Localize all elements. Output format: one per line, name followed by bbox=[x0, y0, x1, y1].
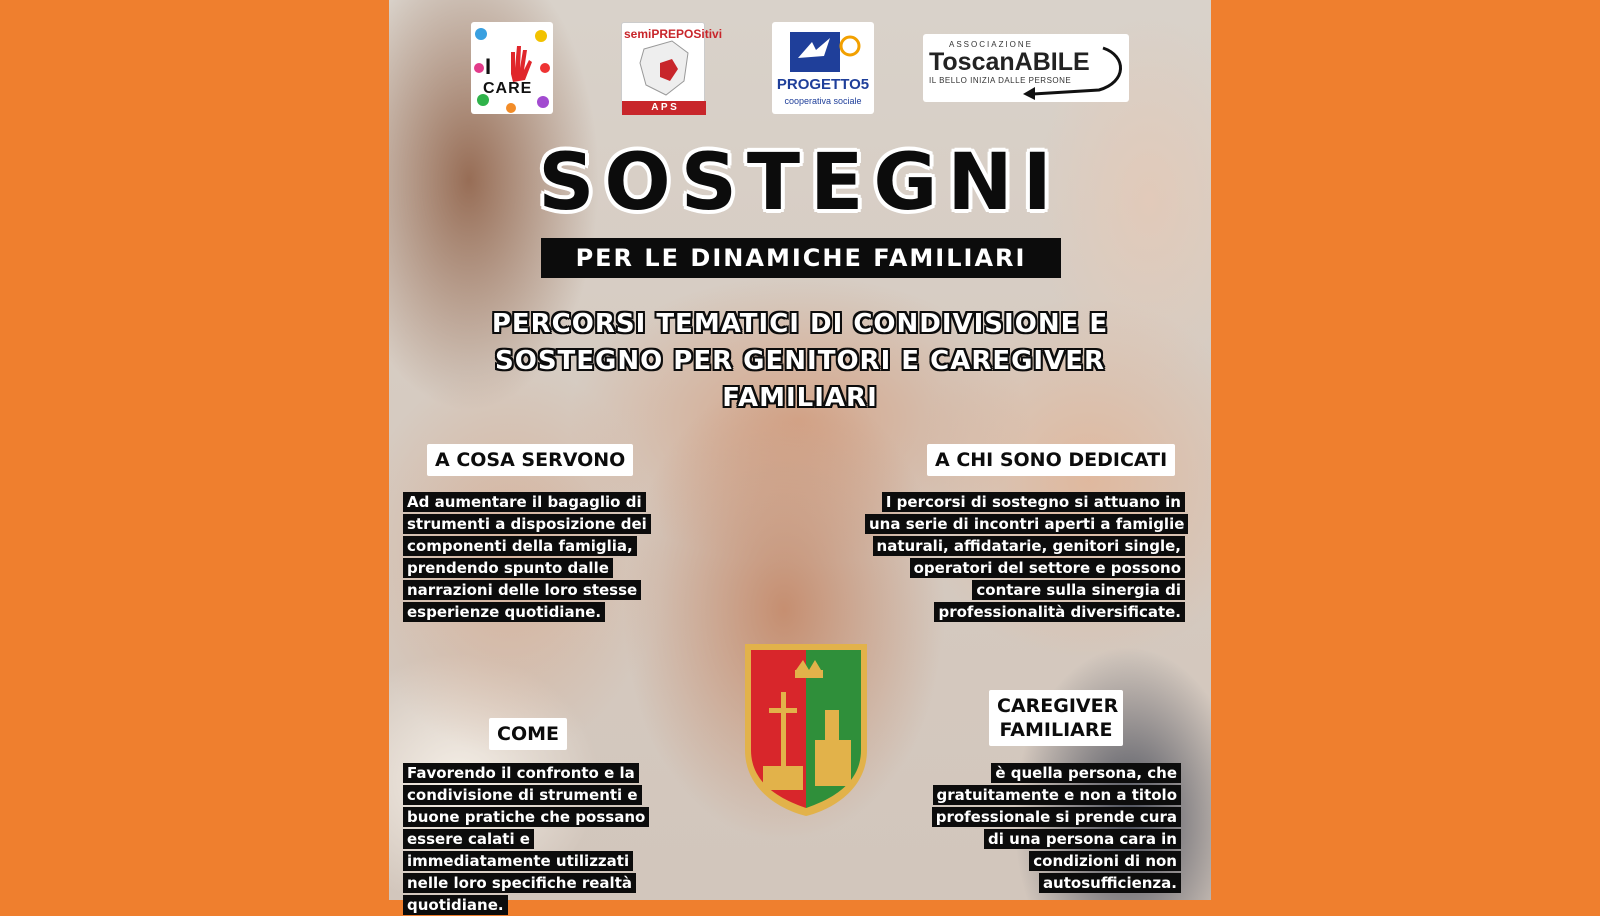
section-text-cosa-servono bbox=[403, 491, 647, 623]
red-hand-print-icon bbox=[511, 46, 532, 82]
tagline bbox=[449, 306, 1151, 417]
section-label-caregiver-line-1: CAREGIVER bbox=[997, 695, 1119, 717]
page-title: SOSTEGNI bbox=[538, 138, 1062, 228]
icare-logo bbox=[471, 22, 553, 114]
section-text-chi-dedicati-content: I percorsi di sostegno si attuano in una serie di incontri aperti a famiglie naturali, affidatarie, genitori single, operatori del settore e possono contare sulla sinergia di professionalità diversificate. bbox=[865, 492, 1188, 622]
section-label-caregiver bbox=[989, 690, 1123, 746]
section-text-cosa-servono-content: Ad aumentare il bagaglio di strumenti a disposizione dei componenti della famiglia, prendendo spunto dalle narrazioni delle loro stesse esperienze quotidiane. bbox=[403, 492, 651, 622]
coat-of-arms-icon bbox=[741, 640, 871, 820]
section-label-caregiver-line-2: FAMILIARE bbox=[999, 719, 1113, 741]
icare-care-text: CARE bbox=[483, 80, 533, 97]
section-text-chi-dedicati bbox=[865, 491, 1185, 623]
progetto5-sub-text: cooperativa sociale bbox=[784, 96, 862, 106]
section-text-come-content: Favorendo il confronto e la condivisione di strumenti e buone pratiche che possano essere calati e immediatamente utilizzati nelle loro specifiche realtà quotidiane. bbox=[403, 763, 649, 915]
toscanabile-name-text: ToscanABILE bbox=[929, 48, 1090, 76]
tagline-line-1: PERCORSI TEMATICI DI CONDIVISIONE E bbox=[491, 309, 1109, 339]
section-text-come bbox=[403, 762, 673, 916]
section-text-caregiver bbox=[925, 762, 1181, 894]
toscanabile-motto-text: IL BELLO INIZIA DALLE PERSONE bbox=[929, 76, 1072, 85]
section-label-chi-dedicati: A CHI SONO DEDICATI bbox=[927, 444, 1175, 476]
semi-logo-text: semiPREPOSitivi bbox=[624, 27, 723, 41]
semi-aps-text: A P S bbox=[651, 102, 677, 113]
icare-handprints-icon bbox=[471, 22, 553, 114]
icare-i-text: I bbox=[485, 54, 492, 79]
semipropositivi-logo bbox=[621, 22, 723, 114]
toscanabile-assoc-text: ASSOCIAZIONE bbox=[949, 40, 1034, 49]
poster bbox=[389, 0, 1211, 914]
tagline-line-3: FAMILIARI bbox=[722, 383, 878, 413]
section-text-caregiver-content: è quella persona, che gratuitamente e non a titolo professionale si prende cura di una persona cara in condizioni di non autosufficienza. bbox=[932, 763, 1181, 893]
progetto5-logo bbox=[772, 22, 874, 114]
tagline-line-2: SOSTEGNO PER GENITORI E CAREGIVER bbox=[494, 346, 1106, 376]
progetto5-name-text: PROGETTO5 bbox=[776, 76, 870, 93]
section-label-cosa-servono: A COSA SERVONO bbox=[427, 444, 633, 476]
toscanabile-logo bbox=[923, 34, 1129, 102]
page-subtitle: PER LE DINAMICHE FAMILIARI bbox=[541, 238, 1061, 278]
section-label-come: COME bbox=[489, 718, 567, 750]
